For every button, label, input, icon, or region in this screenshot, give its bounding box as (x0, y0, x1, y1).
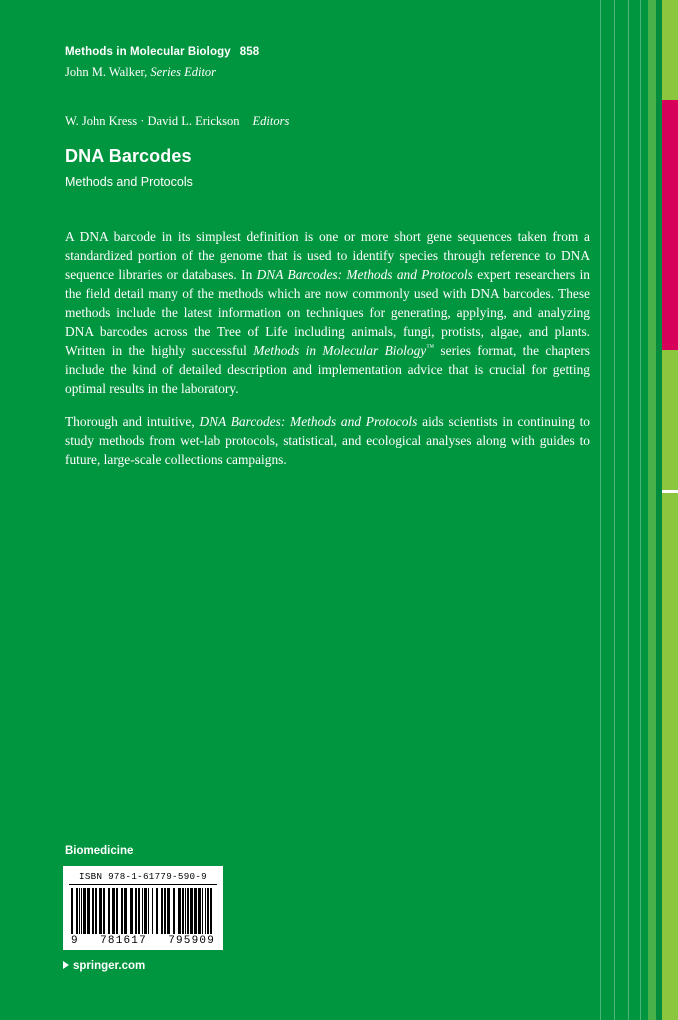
series-editor-line (65, 65, 590, 80)
edge-strip-top-green (662, 0, 678, 100)
series-name: Methods in Molecular Biology (65, 46, 231, 58)
spine-rule-1 (600, 0, 601, 1020)
blurb-p1-text-3: series format, the chapters include the kind of detailed description and implementation advice that is crucial for getting optimal results in the laboratory. (65, 343, 590, 397)
series-line (65, 46, 590, 58)
blurb-paragraph-2 (65, 412, 590, 469)
isbn-barcode (63, 866, 223, 950)
triangle-icon (63, 961, 69, 969)
blurb-p2-italic-1: DNA Barcodes: Methods and Protocols (199, 414, 418, 430)
blurb-p1-italic-2: Methods in Molecular Biology (253, 343, 427, 359)
blurb-p1-italic-1: DNA Barcodes: Methods and Protocols (256, 267, 473, 283)
edge-strip-pink (662, 100, 678, 350)
isbn-number: ISBN 978-1-61779-590-9 (79, 871, 207, 882)
publisher-link[interactable] (63, 960, 145, 972)
edge-strip-middle-green (662, 350, 678, 490)
ean-digits (63, 934, 223, 947)
blurb-p1-text-2: expert researchers in the field detail many of the methods which are now commonly used with DNA barcodes. These methods include the latest information on techniques for generating, applying, and analyzing DNA barcodes across the Tree of Life including animals, fungi, protists, algae, and plants. Written in the highly successful (65, 267, 590, 359)
isbn-divider (69, 884, 217, 885)
series-editor-name: John M. Walker, (65, 65, 148, 79)
book-title: DNA Barcodes (65, 146, 192, 166)
blurb-p1-text-1: A DNA barcode in its simplest definition is one or more short gene sequences taken from a standardized portion of the genome that is used to identify species through reference to DNA sequence libraries or databases. In (65, 229, 590, 283)
blurb-p2-text-2: aids scientists in continuing to study methods from wet-lab protocols, statistical, and ecological analyses along with guides to future, large-scale collections campaigns. (65, 414, 590, 468)
blurb-paragraph-1 (65, 227, 590, 398)
edge-strip-bottom-green (662, 493, 678, 1020)
blurb-p2-text-1: Thorough and intuitive, (65, 414, 200, 430)
blurb-p1-trademark: ™ (426, 342, 435, 352)
ean-group-1: 781617 (100, 935, 147, 947)
spine-rule-4 (640, 0, 641, 1020)
editors-names: W. John Kress · David L. Erickson (65, 114, 240, 128)
publisher-url: springer.com (73, 960, 146, 972)
spine-rule-2 (614, 0, 615, 1020)
spine-rule-3 (628, 0, 629, 1020)
ean-group-2: 795909 (168, 935, 215, 947)
cover-text-block (65, 46, 590, 483)
barcode-bars (71, 888, 215, 934)
spine-band-light-green (648, 0, 656, 1020)
ean-left-digit: 9 (71, 935, 79, 947)
subject-category: Biomedicine (65, 845, 134, 857)
editors-role: Editors (252, 114, 290, 128)
book-subtitle: Methods and Protocols (65, 175, 193, 189)
editors-line (65, 114, 590, 129)
series-editor-role: Series Editor (150, 65, 217, 79)
series-number: 858 (239, 46, 260, 58)
